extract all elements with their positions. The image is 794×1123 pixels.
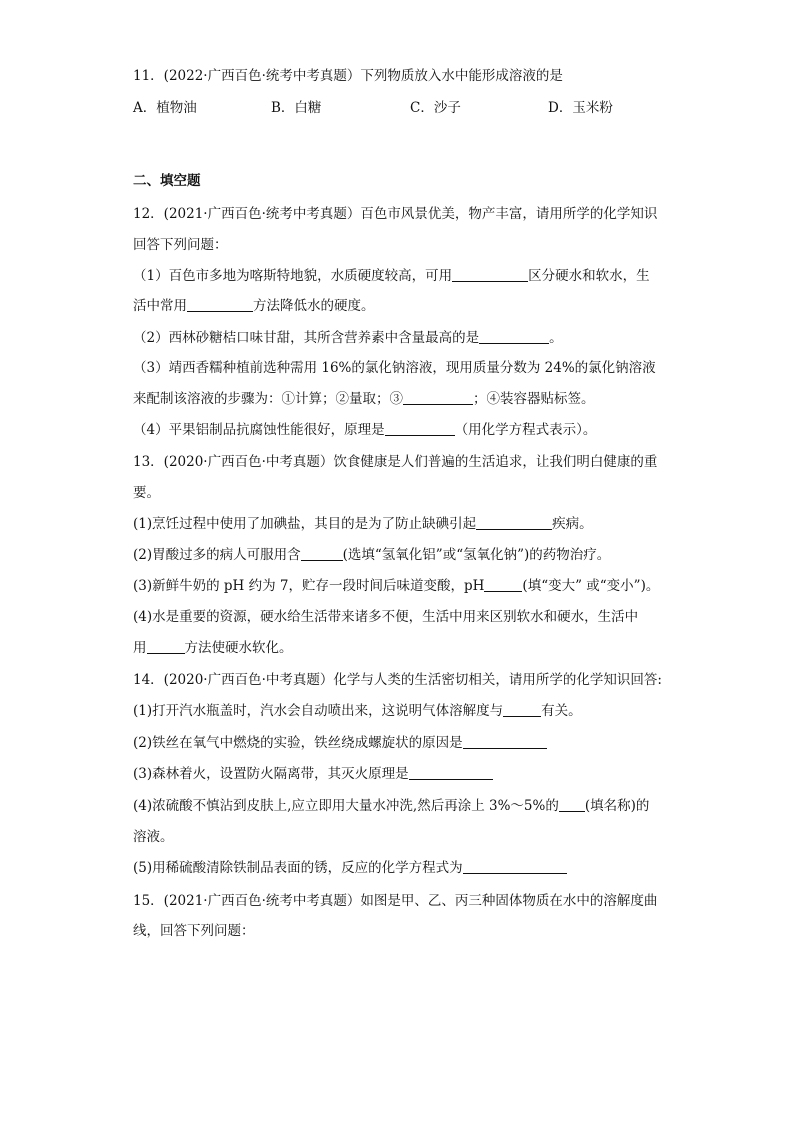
q12-p3-text-c: ；④装容器贴标签。 bbox=[473, 391, 595, 407]
q13-p4-text-c: 用 bbox=[133, 640, 147, 656]
q12-p3-blank[interactable] bbox=[403, 390, 473, 405]
q13-p3-text-b: (填“变大” 或“变小”)。 bbox=[522, 578, 660, 594]
q13-p4-text-d: 方法使硬水软化。 bbox=[184, 640, 293, 656]
q14-p4-blank[interactable] bbox=[559, 797, 585, 812]
q13-part1 bbox=[133, 514, 593, 534]
q13-stem-line1: 13．(2020·广西百色·中考真题）饮食健康是人们普遍的生活追求，让我们明白健康的重 bbox=[133, 454, 658, 470]
q13-p4-text-b: 来区别软水和硬水，生活中 bbox=[476, 609, 639, 625]
q14-p5-text: (5)用稀硫酸清除铁制品表面的锈，反应的化学方程式为 bbox=[133, 860, 463, 876]
q11-option-d: D．玉米粉 bbox=[548, 100, 613, 116]
q12-p1-text-b: 区分硬水和软水，生 bbox=[528, 268, 650, 284]
q15-stem-line2: 线，回答下列问题： bbox=[133, 923, 255, 939]
q14-p1-text-a: (1)打开汽水瓶盖时，汽水会自动喷出来，这说明气体溶解度与 bbox=[133, 703, 504, 719]
q15-stem-line1: 15．(2021·广西百色·统考中考真题）如图是甲、乙、丙三种固体物质在水中的溶解度曲 bbox=[133, 893, 658, 909]
q13-p2-text-a: (2)胃酸过多的病人可服用含 bbox=[133, 547, 301, 563]
q12-p3-text-b: 来配制该溶液的步骤为：①计算；②量取；③ bbox=[133, 391, 403, 407]
q12-p1-blank1[interactable] bbox=[452, 267, 528, 282]
q12-p1-text-c: 活中常用 bbox=[133, 298, 187, 314]
q14-p4-text-a: (4)浓硫酸不慎沾到皮肤上,应立即用大量水冲洗,然后再涂上 3%～5%的 bbox=[133, 798, 559, 814]
q12-p2-blank[interactable] bbox=[479, 329, 549, 344]
q13-p3-text-a: (3)新鲜牛奶的 pH 约为 7，贮存一段时间后味道变酸，pH bbox=[133, 578, 485, 594]
section-title-fill-in: 二、填空题 bbox=[133, 173, 201, 189]
q12-p1-blank2[interactable] bbox=[187, 297, 253, 312]
q14-p1-text-b: 有关。 bbox=[541, 703, 582, 719]
q14-p5-blank[interactable] bbox=[463, 859, 567, 874]
q11-option-c: C．沙子 bbox=[410, 100, 461, 116]
q12-part3: （3）靖西香糯种植前选种需用 16%的氯化钠溶液，现用质量分数为 24%的氯化钠溶液 bbox=[133, 360, 656, 376]
q13-p3-blank[interactable] bbox=[484, 577, 522, 592]
q14-part4 bbox=[133, 796, 649, 816]
q12-p1-text-a: （1）百色市多地为喀斯特地貌，水质硬度较高，可用 bbox=[133, 268, 453, 284]
q14-p1-blank[interactable] bbox=[503, 702, 541, 717]
q14-p3-text: (3)森林着火，设置防火隔离带，其灭火原理是 bbox=[133, 766, 409, 782]
q11-option-b: B．白糖 bbox=[271, 100, 322, 116]
q12-stem-line1: 12．(2021·广西百色·统考中考真题）百色市风景优美，物产丰富，请用所学的化学知识 bbox=[133, 206, 658, 222]
q13-part3 bbox=[133, 576, 659, 596]
q12-part2 bbox=[133, 328, 563, 348]
q14-part2 bbox=[133, 733, 547, 753]
q12-p2-text-a: （2）西林砂糖桔口味甘甜，其所含营养素中含量最高的是 bbox=[133, 330, 480, 346]
q14-part3 bbox=[133, 764, 493, 784]
q14-p2-blank[interactable] bbox=[463, 734, 547, 749]
q12-part1-cont bbox=[133, 296, 375, 316]
q13-p1-text-a: (1)烹饪过程中使用了加碘盐，其目的是为了防止缺碘引起 bbox=[133, 516, 477, 532]
q14-p2-text: (2)铁丝在氧气中燃烧的实验，铁丝绕成螺旋状的原因是 bbox=[133, 735, 463, 751]
q13-part4 bbox=[133, 607, 638, 627]
q13-part4-cont bbox=[133, 638, 293, 658]
q13-p2-text-b: (选填“氢氧化铝”或“氢氧化钠”)的药物治疗。 bbox=[342, 547, 611, 563]
q11-option-a: A．植物油 bbox=[133, 100, 197, 116]
q11-stem: 11．(2022·广西百色·统考中考真题）下列物质放入水中能形成溶液的是 bbox=[133, 68, 563, 84]
q12-p1-text-d: 方法降低水的硬度。 bbox=[253, 298, 375, 314]
q12-p4-text-b: （用化学方程式表示）。 bbox=[454, 422, 597, 438]
q12-stem-line2: 回答下列问题： bbox=[133, 237, 228, 253]
q14-part1 bbox=[133, 701, 582, 721]
q13-p4-blank[interactable] bbox=[147, 639, 185, 654]
q14-stem: 14．(2020·广西百色·中考真题）化学与人类的生活密切相关，请用所学的化学知识回答: bbox=[133, 672, 662, 688]
q13-p4-text-a: (4)水是重要的资源，硬水给生活带来诸多不便，生活中用 bbox=[133, 609, 477, 625]
q14-p3-blank[interactable] bbox=[409, 765, 493, 780]
q13-part2 bbox=[133, 545, 610, 565]
q14-p4-text-b: (填名称)的 bbox=[584, 798, 650, 814]
q12-p4-blank[interactable] bbox=[385, 421, 455, 436]
q12-part4 bbox=[133, 420, 596, 440]
q13-p1-blank[interactable] bbox=[476, 515, 552, 530]
q13-stem-line2: 要。 bbox=[133, 485, 160, 501]
q14-part4-cont: 溶液。 bbox=[133, 829, 174, 845]
q12-p4-text-a: （4）平果铝制品抗腐蚀性能很好，原理是 bbox=[133, 422, 385, 438]
q12-part1 bbox=[133, 266, 650, 286]
q13-p1-text-b: 疾病。 bbox=[552, 516, 593, 532]
q13-p2-blank[interactable] bbox=[301, 546, 343, 561]
q14-part5 bbox=[133, 858, 567, 878]
q12-part3-cont bbox=[133, 389, 595, 409]
q12-p2-text-b: 。 bbox=[549, 330, 563, 346]
